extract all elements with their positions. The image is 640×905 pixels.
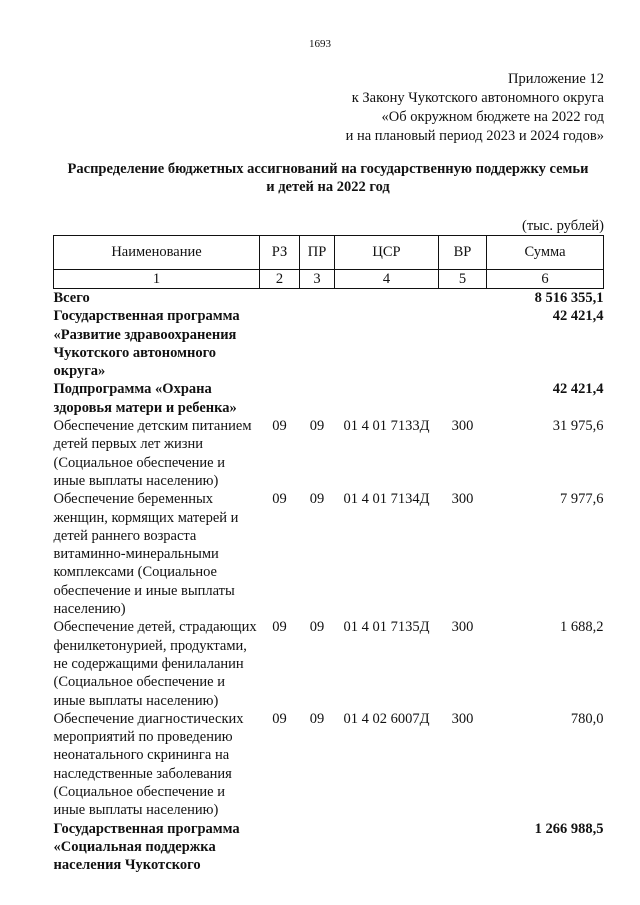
table-row: [54, 820, 604, 875]
cell-rz: 09: [272, 619, 287, 636]
cell-csr: [335, 380, 439, 417]
cell-csr: 01 4 01 7135Д: [343, 619, 430, 636]
cell-csr: [335, 307, 439, 380]
column-number: 4: [335, 270, 439, 289]
column-number: 6: [487, 270, 604, 289]
column-number-row: [54, 270, 604, 289]
cell-sum: 42 421,4: [552, 381, 604, 398]
cell-pr: 09: [309, 491, 325, 508]
cell-csr: 01 4 02 6007Д: [343, 710, 430, 727]
cell-sum: 780,0: [570, 710, 604, 727]
cell-csr: 01 4 01 7133Д: [343, 418, 430, 435]
table-header-row: [54, 236, 604, 270]
header-name: Наименование: [54, 236, 260, 270]
cell-name: Обеспечение диагностических мероприятий по проведению неонатального скрининга на наследственные заболевания (Социальное обеспечение и иные выплаты населению): [53, 710, 244, 819]
cell-name: Обеспечение беременных женщин, кормящих матерей и детей раннего возраста витаминно-минеральными комплексами (Социальное обеспечение и иные выплаты населению): [53, 491, 239, 618]
header-csr: ЦСР: [335, 236, 439, 270]
cell-sum: 42 421,4: [552, 308, 604, 325]
units-label: (тыс. рублей): [522, 218, 604, 234]
table-row: [54, 289, 604, 308]
cell-vr: 300: [451, 418, 474, 435]
cell-sum: 1 266 988,5: [534, 820, 604, 837]
cell-name: Обеспечение детским питанием детей первых лет жизни (Социальное обеспечение и иные выплаты населению): [53, 418, 252, 489]
table-row: [54, 417, 604, 490]
table-row: [54, 380, 604, 417]
header-sum: Сумма: [487, 236, 604, 270]
cell-pr: [300, 380, 335, 417]
cell-csr: [335, 289, 439, 308]
cell-vr: 300: [451, 619, 474, 636]
appendix-line: Приложение 12: [508, 71, 604, 87]
cell-vr: 300: [451, 491, 474, 508]
cell-rz: [260, 307, 300, 380]
cell-rz: 09: [272, 418, 287, 435]
budget-table: [53, 235, 604, 875]
document-title-line: Распределение бюджетных ассигнований на государственную поддержку семьи: [67, 161, 589, 177]
cell-vr: [439, 289, 487, 308]
header-pr: ПР: [300, 236, 335, 270]
cell-csr: 01 4 01 7134Д: [343, 491, 430, 508]
cell-pr: [300, 820, 335, 875]
cell-sum: 7 977,6: [560, 491, 604, 508]
column-number: 1: [54, 270, 260, 289]
cell-rz: [260, 380, 300, 417]
table-row: [54, 618, 604, 709]
cell-rz: [260, 289, 300, 308]
cell-vr: [439, 307, 487, 380]
cell-name: Государственная программа «Развитие здравоохранения Чукотского автономного округа»: [53, 308, 240, 380]
cell-rz: 09: [272, 710, 287, 727]
appendix-line: и на плановый период 2023 и 2024 годов»: [345, 128, 604, 144]
cell-name: Государственная программа «Социальная поддержка населения Чукотского: [53, 820, 240, 874]
cell-name: Подпрограмма «Охрана здоровья матери и ребенка»: [53, 381, 237, 416]
cell-name: Обеспечение детей, страдающих фенилкетонурией, продуктами, не содержащими фенилаланин (Социальное обеспечение и иные выплаты населению): [53, 619, 257, 709]
cell-pr: 09: [309, 710, 325, 727]
header-vr: ВР: [439, 236, 487, 270]
cell-pr: [300, 289, 335, 308]
cell-sum: 31 975,6: [552, 418, 604, 435]
appendix-line: «Об окружном бюджете на 2022 год: [381, 109, 604, 125]
header-rz: РЗ: [260, 236, 300, 270]
cell-vr: [439, 820, 487, 875]
table-row: [54, 307, 604, 380]
page-number: 1693: [309, 38, 331, 50]
appendix-line: к Закону Чукотского автономного округа: [351, 90, 604, 106]
table-row: [54, 710, 604, 820]
cell-name: Всего: [53, 290, 90, 306]
document-title: [50, 160, 606, 196]
document-title-line: и детей на 2022 год: [266, 179, 390, 195]
cell-vr: 300: [451, 710, 474, 727]
cell-vr: [439, 380, 487, 417]
cell-rz: 09: [272, 491, 287, 508]
column-number: 5: [439, 270, 487, 289]
appendix-header: [346, 70, 604, 146]
cell-rz: [260, 820, 300, 875]
column-number: 2: [260, 270, 300, 289]
table-body: [54, 289, 604, 875]
column-number: 3: [300, 270, 335, 289]
cell-csr: [335, 820, 439, 875]
cell-sum: 1 688,2: [560, 619, 604, 636]
cell-pr: [300, 307, 335, 380]
cell-pr: 09: [309, 619, 325, 636]
cell-pr: 09: [309, 418, 325, 435]
cell-sum: 8 516 355,1: [534, 290, 604, 306]
table-row: [54, 490, 604, 618]
